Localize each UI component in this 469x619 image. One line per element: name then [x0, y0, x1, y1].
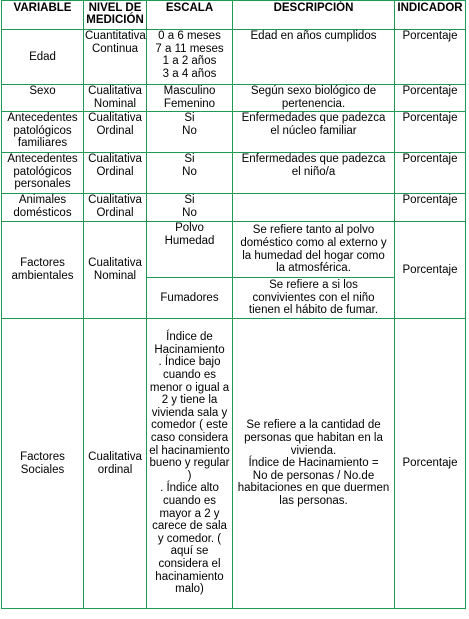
cell-nivel: Cualitativa ordinal [84, 319, 147, 609]
cell-descripcion: Edad en años cumplidos [233, 30, 395, 85]
table-row-edad [2, 30, 466, 85]
table-row-ambientales [2, 222, 466, 278]
cell-escala: Si No [147, 112, 233, 153]
cell-nivel: Cualitativa Nominal [84, 85, 147, 112]
cell-escala: Polvo Humedad [147, 222, 233, 278]
table-row-animales [2, 194, 466, 222]
cell-nivel: Cualitativa Ordinal [84, 112, 147, 153]
cell-escala: Si No [147, 194, 233, 222]
cell-variable: Factores ambientales [2, 222, 84, 319]
table-row-sociales [2, 319, 466, 609]
cell-indicador: Porcentaje [395, 222, 466, 319]
cell-variable: Antecedentes patológicos familiares [2, 112, 84, 153]
cell-descripcion: Enfermedades que padezca el núcleo familiar [233, 112, 395, 153]
cell-nivel: Cualitativa Ordinal [84, 194, 147, 222]
cell-indicador: Porcentaje [395, 194, 466, 222]
cell-variable: Sexo [2, 85, 84, 112]
cell-descripcion: Según sexo biológico de pertenencia. [233, 85, 395, 112]
variables-table [1, 0, 466, 609]
cell-descripcion: Se refiere a la cantidad de personas que habitan en la vivienda. Índice de Hacinamiento = No de personas / No.de habitaciones en que duermen las personas. [233, 319, 395, 609]
cell-variable: Antecedentes patológicos personales [2, 153, 84, 194]
cell-descripcion: Se refiere tanto al polvo doméstico como al externo y la humedad del hogar como la atmosférica. [233, 222, 395, 278]
cell-escala: 0 a 6 meses 7 a 11 meses 1 a 2 años 3 a 4 años [147, 30, 233, 85]
cell-nivel: Cualitativa Ordinal [84, 153, 147, 194]
cell-descripcion [233, 194, 395, 222]
cell-descripcion: Enfermedades que padezca el niño/a [233, 153, 395, 194]
cell-indicador: Porcentaje [395, 85, 466, 112]
table-row-antecedentes-familiares [2, 112, 466, 153]
header-variable: VARIABLE [2, 1, 84, 30]
cell-indicador: Porcentaje [395, 112, 466, 153]
cell-nivel: Cualitativa Nominal [84, 222, 147, 319]
cell-escala: Índice de Hacinamiento . Índice bajo cuando es menor o igual a 2 y tiene la vivienda sala y comedor ( este caso considera el hacinamiento bueno y regular ) . Índice alto cuando es mayor a 2 y carece de sala y comedor. ( aquí se considera el hacinamiento malo) [147, 319, 233, 609]
cell-variable: Edad [2, 30, 84, 85]
table-row-sexo [2, 85, 466, 112]
cell-indicador: Porcentaje [395, 319, 466, 609]
header-nivel-medicion: NIVEL DE MEDICIÓN [84, 1, 147, 30]
header-escala: ESCALA [147, 1, 233, 30]
cell-indicador: Porcentaje [395, 30, 466, 85]
header-descripcion: DESCRIPCIÓN [233, 1, 395, 30]
header-indicador: INDICADOR [395, 1, 466, 30]
header-row [2, 1, 466, 30]
cell-descripcion: Se refiere a si los convivientes con el niño tienen el hábito de fumar. [233, 278, 395, 319]
cell-variable: Animales domésticos [2, 194, 84, 222]
cell-escala: Fumadores [147, 278, 233, 319]
cell-nivel: Cuantitativa Continua [84, 30, 147, 85]
cell-indicador: Porcentaje [395, 153, 466, 194]
cell-escala: Si No [147, 153, 233, 194]
table-row-antecedentes-personales [2, 153, 466, 194]
cell-variable: Factores Sociales [2, 319, 84, 609]
cell-escala: Masculino Femenino [147, 85, 233, 112]
